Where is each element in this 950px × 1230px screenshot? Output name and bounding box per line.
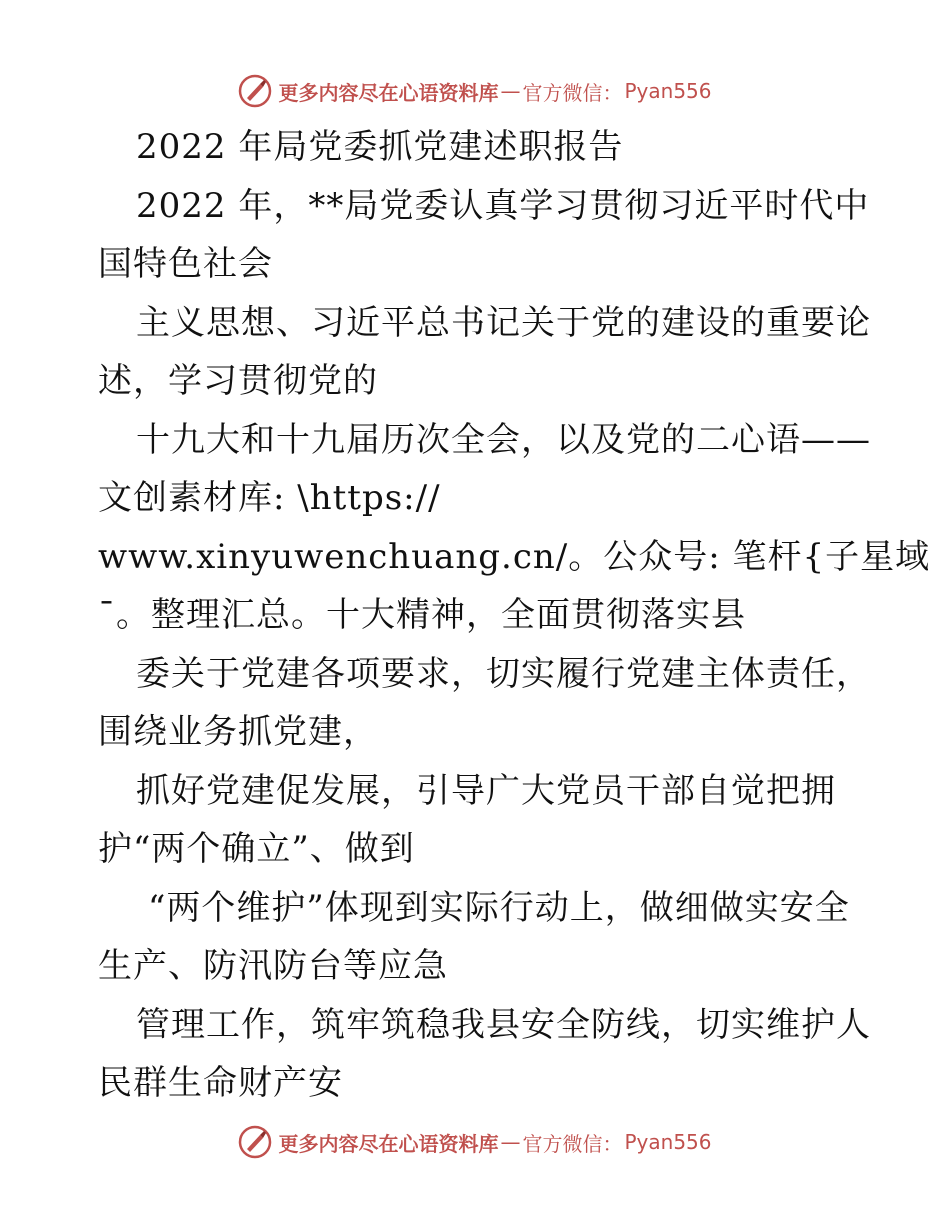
watermark-dash: — xyxy=(500,1130,521,1154)
paragraph-line: 围绕业务抓党建， xyxy=(98,712,378,752)
paragraph-line: 文创素材库: \https:// xyxy=(98,478,441,518)
brand-logo-icon xyxy=(238,74,272,108)
footer-watermark xyxy=(0,1125,950,1159)
brand-logo-icon xyxy=(238,1125,272,1159)
paragraph-line: ¯。整理汇总。十大精神，全面贯彻落实县 xyxy=(98,595,746,635)
paragraph-line: 民群生命财产安 xyxy=(98,1063,343,1103)
paragraph-line: 管理工作，筑牢筑稳我县安全防线，切实维护人 xyxy=(136,1004,871,1045)
watermark-dash: — xyxy=(500,79,521,103)
paragraph-line: 述，学习贯彻党的 xyxy=(98,361,378,401)
watermark-wechat-id: Pyan556 xyxy=(624,1130,712,1154)
paragraph-line: 委关于党建各项要求，切实履行党建主体责任， xyxy=(136,653,871,694)
watermark-wechat-id: Pyan556 xyxy=(624,79,712,103)
paragraph-line: 十九大和十九届历次全会，以及党的二心语—— xyxy=(136,419,871,460)
watermark-wechat-label: 官方微信： xyxy=(522,80,623,105)
paragraph-line: “两个维护”体现到实际行动上，做细做实安全 xyxy=(148,887,850,928)
watermark-brand-text: 更多内容尽在心语资料库 xyxy=(278,80,499,105)
paragraph-line: www.xinyuwenchuang.cn/。公众号: 笔杆{子星域 xyxy=(98,536,931,577)
document-title: 2022 年局党委抓党建述职报告 xyxy=(136,127,624,167)
paragraph-line: 2022 年，**局党委认真学习贯彻习近平时代中 xyxy=(136,185,870,226)
watermark-wechat-label: 官方微信： xyxy=(522,1131,623,1156)
header-watermark xyxy=(0,74,950,108)
paragraph-line: 生产、防汛防台等应急 xyxy=(98,946,448,986)
paragraph-line: 抓好党建促发展，引导广大党员干部自觉把拥 xyxy=(136,770,836,811)
document-body xyxy=(98,118,931,1113)
paragraph-line: 国特色社会 xyxy=(98,244,273,284)
paragraph-line: 主义思想、习近平总书记关于党的建设的重要论 xyxy=(136,302,871,343)
paragraph-line: 护“两个确立”、做到 xyxy=(98,829,415,869)
watermark-brand-text: 更多内容尽在心语资料库 xyxy=(278,1131,499,1156)
